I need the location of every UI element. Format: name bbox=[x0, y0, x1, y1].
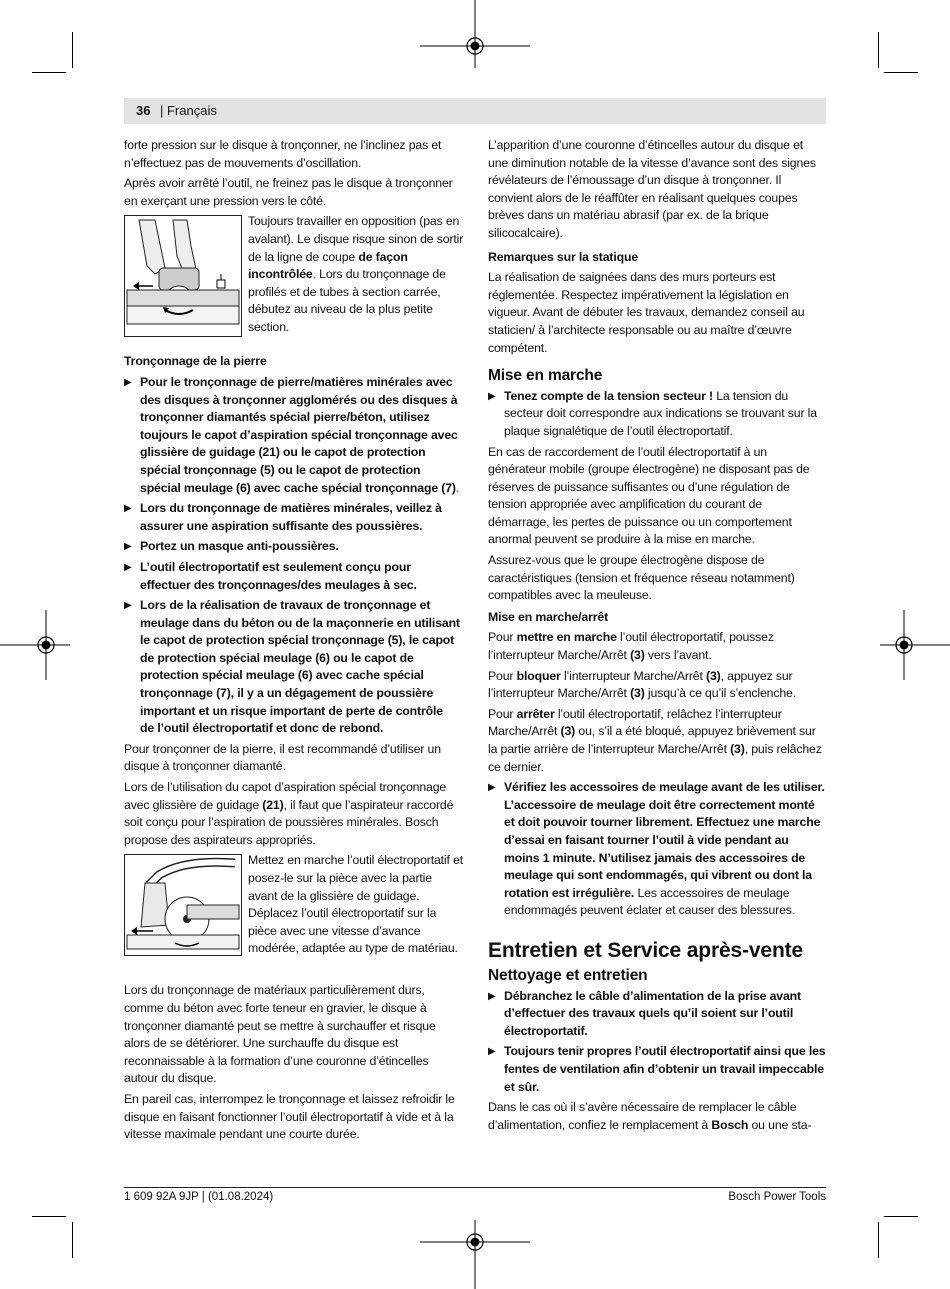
bullet-arrow-icon: ▶ bbox=[124, 541, 132, 553]
chapter-heading: Entretien et Service après-vente bbox=[488, 938, 804, 962]
crosshair-registration-icon bbox=[880, 610, 950, 680]
crop-mark bbox=[32, 72, 66, 73]
section-title: | Français bbox=[160, 103, 217, 118]
bullet-arrow-icon: ▶ bbox=[488, 390, 496, 402]
crosshair-registration-icon bbox=[420, 1220, 530, 1289]
paragraph: Assurez-vous que le groupe électrogène dispose de caractéristiques (tension et fréquence réseau notamment) compatibles avec la meuleuse. bbox=[488, 553, 795, 603]
bullet-arrow-icon: ▶ bbox=[488, 1046, 496, 1058]
paragraph: L’apparition d’une couronne d’étincelles autour du disque et une diminution notable de la vitesse d’avance sont des signes révélateurs de l’émoussage d’un disque à tronçonner. Il convient alors de le réaffûter en réalisant quelques coupes brèves dans un matériau abrasif (par ex. de la brique silicocalcaire). bbox=[488, 138, 816, 240]
right-column bbox=[488, 137, 826, 1137]
paragraph: En cas de raccordement de l’outil électroportatif à un générateur mobile (groupe électrogène) ne disposant pas de réserves de puissance suffisantes ou d’une régulation de tension appropriée avec amplification du courant de démarrage, les pertes de puissance ou un comportement anormal peuvent se produire à la mise en marche. bbox=[488, 444, 810, 547]
section-heading: Mise en marche/arrêt bbox=[488, 609, 609, 624]
crop-mark bbox=[72, 32, 73, 68]
paragraph: Après avoir arrêté l’outil, ne freinez pas le disque à tronçonner en exerçant une pression vers le côté. bbox=[124, 176, 453, 208]
list-item: ▶ L’outil électroportatif est seulement conçu pour effectuer des tronçonnages/des meulages à sec. bbox=[124, 559, 417, 592]
illustration-guide-sled bbox=[124, 854, 242, 956]
paragraph: Pour bloquer l’interrupteur Marche/Arrêt (3), appuyez sur l’interrupteur Marche/Arrêt (3) jusqu’à ce qu’il s’enclenche. bbox=[488, 668, 797, 701]
paragraph: La réalisation de saignées dans des murs porteurs est réglementée. Respectez impérativement la législation en vigueur. Avant de débuter les travaux, demandez conseil au staticien/ à l’architecte responsable ou au maître d’œuvre compétent. bbox=[488, 270, 805, 355]
crosshair-registration-icon bbox=[420, 0, 530, 70]
footer-brand: Bosch Power Tools bbox=[728, 1191, 826, 1203]
bullet-arrow-icon: ▶ bbox=[488, 990, 496, 1002]
crop-mark bbox=[884, 1216, 918, 1217]
page-header bbox=[124, 98, 826, 124]
crosshair-registration-icon bbox=[0, 610, 70, 680]
paragraph: Lors du tronçonnage de matériaux particulièrement durs, comme du béton avec forte teneur en gravier, le disque à tronçonner diamanté peut se mettre à surchauffer et risque alors de se détériorer. Une surchauffe du disque est reconnaissable à la formation d’une couronne d’étincelles autour du disque. bbox=[124, 983, 436, 1086]
left-column bbox=[124, 137, 464, 1147]
bullet-arrow-icon: ▶ bbox=[124, 561, 132, 573]
list-item: ▶ Tenez compte de la tension secteur ! La tension du secteur doit correspondre aux indications se trouvant sur la plaque signalétique de l’outil électroportatif. bbox=[488, 388, 817, 438]
crop-mark bbox=[32, 1216, 66, 1217]
list-item: ▶ Portez un masque anti-poussières. bbox=[124, 538, 460, 556]
page-number: 36 bbox=[136, 103, 151, 118]
figure-caption: Mettez en marche l’outil électroportatif et posez-le sur la pièce avec la partie avant de la glissière de guidage. Déplacez l’outil électroportatif sur la pièce avec une vitesse d’avance modérée, adaptée au type de matériau. bbox=[248, 853, 463, 956]
section-heading: Remarques sur la statique bbox=[488, 249, 639, 264]
list-item: ▶ Lors du tronçonnage de matières minérales, veillez à assurer une aspiration suffisante des poussières. bbox=[124, 501, 442, 533]
paragraph: forte pression sur le disque à tronçonner, ne l’inclinez pas et n’effectuez pas de mouvements d’oscillation. bbox=[124, 138, 442, 170]
list-item: ▶ Toujours tenir propres l’outil électroportatif ainsi que les fentes de ventilation afin d’obtenir un travail impeccable et sûr. bbox=[488, 1044, 826, 1094]
bullet-arrow-icon: ▶ bbox=[488, 782, 496, 794]
figure-row bbox=[124, 213, 464, 343]
crop-mark bbox=[884, 72, 918, 73]
paragraph: Pour tronçonner de la pierre, il est recommandé d’utiliser un disque à tronçonner diamanté. bbox=[124, 741, 441, 774]
list-item: ▶ Lors de la réalisation de travaux de tronçonnage et meulage dans du béton ou de la maçonnerie en utilisant le capot de protection spécial tronçonnage (5), le capot de protection spécial meulage (6) ou le capot de protection spécial meulage (6) avec cache spécial tronçonnage (7), il y a un dégagement de poussière important et un risque important de perte de contrôle de l’outil électroportatif et donc de rebond. bbox=[124, 598, 460, 736]
paragraph: Lors de l’utilisation du capot d’aspiration spécial tronçonnage avec glissière de guidage (21), il faut que l’aspirateur raccordé soit conçu pour l’aspiration de poussières minérales. Bosch propose des aspirateurs appropriés. bbox=[124, 780, 454, 847]
list-item: ▶ Débranchez le câble d’alimentation de la prise avant d’effectuer des travaux quels qu’il soient sur l’outil électroportatif. bbox=[488, 988, 801, 1038]
list-item: ▶ Pour le tronçonnage de pierre/matières minérales avec des disques à tronçonner agglomérés ou des disques à tronçonner diamantés spécial pierre/béton, utilisez toujours le capot d’aspiration spécial tronçonnage avec glissière de guidage (21) ou le capot de protection spécial tronçonnage (5) ou le capot de protection spécial meulage (6) avec cache spécial tronçonnage (7). bbox=[124, 374, 460, 495]
figure-caption: Toujours travailler en opposition (pas en avalant). Le disque risque sinon de sortir de la ligne de coupe de façon incontrôlée. Lors du tronçonnage de profilés et de tubes à section carrée, débutez au niveau de la plus petite section. bbox=[248, 214, 464, 334]
section-heading: Nettoyage et entretien bbox=[488, 966, 648, 984]
illustration-cutting-direction bbox=[124, 215, 242, 337]
footer-doc-id: 1 609 92A 9JP | (01.08.2024) bbox=[124, 1191, 274, 1203]
section-heading: Mise en marche bbox=[488, 367, 603, 385]
bullet-arrow-icon: ▶ bbox=[124, 600, 132, 612]
crop-mark bbox=[878, 1222, 879, 1258]
section-heading: Tronçonnage de la pierre bbox=[124, 354, 267, 369]
list-item: ▶ Vérifiez les accessoires de meulage avant de les utiliser. L’accessoire de meulage doit être correctement monté et doit pouvoir tourner librement. Effectuez une marche d’essai en faisant tourner l’outil à vide pendant au moins 1 minute. N’utilisez jamais des accessoires de meulage qui sont endommagés, qui vibrent ou dont la rotation est irrégulière. Les accessoires de meulage endommagés peuvent éclater et causer des blessures. bbox=[488, 780, 825, 918]
paragraph: Pour arrêter l’outil électroportatif, relâchez l’interrupteur Marche/Arrêt (3) ou, s’il a été bloqué, appuyez brièvement sur la partie arrière de l’interrupteur Marche/Arrêt (3), puis relâchez ce dernier. bbox=[488, 706, 822, 774]
bullet-arrow-icon: ▶ bbox=[124, 503, 132, 515]
footer-rule bbox=[124, 1187, 826, 1188]
crop-mark bbox=[878, 32, 879, 68]
paragraph: Pour mettre en marche l’outil électroportatif, poussez l’interrupteur Marche/Arrêt (3) vers l’avant. bbox=[488, 630, 774, 663]
crop-mark bbox=[72, 1222, 73, 1258]
figure-row bbox=[124, 852, 463, 982]
bullet-arrow-icon: ▶ bbox=[124, 376, 132, 388]
paragraph: Dans le cas où il s’avère nécessaire de remplacer le câble d’alimentation, confiez le remplacement à Bosch ou une sta- bbox=[488, 1100, 812, 1132]
paragraph: En pareil cas, interrompez le tronçonnage et laissez refroidir le disque en faisant fonctionner l’outil électroportatif à vide et à la vitesse maximale pendant une courte durée. bbox=[124, 1091, 455, 1142]
